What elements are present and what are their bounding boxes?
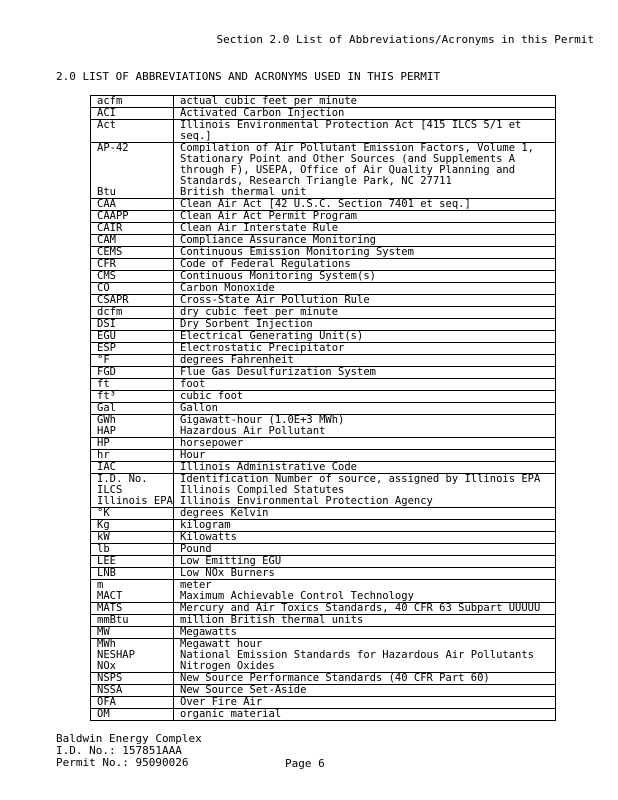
abbreviation-cell: MWh bbox=[90, 639, 174, 650]
abbreviation-cell: IAC bbox=[90, 462, 174, 473]
description-cell: Megawatts bbox=[180, 627, 237, 638]
table-row bbox=[90, 544, 555, 556]
abbreviation-cell: °K bbox=[90, 508, 174, 519]
table-row bbox=[90, 355, 555, 367]
abbreviation-cell: HP bbox=[90, 438, 174, 449]
description-cell: Electrostatic Precipitator bbox=[180, 343, 345, 354]
table-row bbox=[90, 556, 555, 568]
abbreviation-cell: NSSA bbox=[90, 685, 174, 696]
description-cell: British thermal unit bbox=[180, 187, 307, 198]
description-cell: Clean Air Act Permit Program bbox=[180, 211, 358, 222]
abbreviation-cell: ILCS bbox=[90, 485, 174, 496]
abbreviation-cell: I.D. No. bbox=[90, 474, 174, 485]
abbreviation-cell: MATS bbox=[90, 603, 174, 614]
description-cell: New Source Set-Aside bbox=[180, 685, 307, 696]
description-cell: Cross-State Air Pollution Rule bbox=[180, 295, 370, 306]
description-cell: Low Emitting EGU bbox=[180, 556, 282, 567]
abbreviation-cell: lb bbox=[90, 544, 174, 555]
abbreviations-table bbox=[90, 95, 556, 721]
abbreviation-cell: LEE bbox=[90, 556, 174, 567]
table-row bbox=[90, 343, 555, 355]
section-title: 2.0 LIST OF ABBREVIATIONS AND ACRONYMS USED IN THIS PERMIT bbox=[56, 70, 441, 83]
abbreviation-cell: CMS bbox=[90, 271, 174, 282]
abbreviation-cell: FGD bbox=[90, 367, 174, 378]
description-cell: Low NOx Burners bbox=[180, 568, 275, 579]
description-cell: kilogram bbox=[180, 520, 231, 531]
abbreviation-cell: CAM bbox=[90, 235, 174, 246]
description-cell: horsepower bbox=[180, 438, 244, 449]
table-row bbox=[90, 474, 555, 485]
description-cell: Megawatt hour bbox=[180, 639, 263, 650]
table-row bbox=[90, 187, 555, 199]
description-cell: Continuous Monitoring System(s) bbox=[180, 271, 376, 282]
abbreviation-cell: LNB bbox=[90, 568, 174, 579]
description-cell: Activated Carbon Injection bbox=[180, 108, 345, 119]
abbreviation-cell: m bbox=[90, 580, 174, 591]
table-row bbox=[90, 403, 555, 415]
description-cell: actual cubic feet per minute bbox=[180, 96, 358, 107]
abbreviation-cell: DSI bbox=[90, 319, 174, 330]
table-row bbox=[90, 673, 555, 685]
abbreviation-cell: CAAPP bbox=[90, 211, 174, 222]
description-cell: Hazardous Air Pollutant bbox=[180, 426, 326, 437]
description-cell: Identification Number of source, assigned by Illinois EPA bbox=[180, 474, 541, 485]
table-row bbox=[90, 615, 555, 627]
description-cell: Dry Sorbent Injection bbox=[180, 319, 313, 330]
table-row bbox=[90, 295, 555, 307]
abbreviation-cell: CSAPR bbox=[90, 295, 174, 306]
abbreviation-cell: acfm bbox=[90, 96, 174, 107]
description-cell: Pound bbox=[180, 544, 212, 555]
page-number: Page 6 bbox=[285, 757, 325, 770]
table-row bbox=[90, 367, 555, 379]
description-cell: Clean Air Act [42 U.S.C. Section 7401 et seq.] bbox=[180, 199, 471, 210]
abbreviation-cell: CO bbox=[90, 283, 174, 294]
table-row bbox=[90, 415, 555, 426]
table-row bbox=[90, 199, 555, 211]
abbreviation-cell: ft bbox=[90, 379, 174, 390]
abbreviation-cell: OFA bbox=[90, 697, 174, 708]
description-cell: Illinois Administrative Code bbox=[180, 462, 358, 473]
table-row bbox=[90, 259, 555, 271]
table-row bbox=[90, 271, 555, 283]
abbreviation-cell: Btu bbox=[90, 187, 174, 198]
abbreviation-cell: NOx bbox=[90, 661, 174, 672]
table-row bbox=[90, 568, 555, 580]
page-header: Section 2.0 List of Abbreviations/Acronyms in this Permit bbox=[216, 33, 594, 46]
abbreviation-cell: NESHAP bbox=[90, 650, 174, 661]
table-row bbox=[90, 709, 555, 721]
abbreviation-cell: GWh bbox=[90, 415, 174, 426]
footer-info bbox=[56, 733, 202, 769]
abbreviation-cell: CEMS bbox=[90, 247, 174, 258]
table-row bbox=[90, 108, 555, 120]
footer-permit-number: Permit No.: 95090026 bbox=[56, 756, 189, 769]
description-cell: Electrical Generating Unit(s) bbox=[180, 331, 364, 342]
table-row bbox=[90, 661, 555, 673]
description-cell: organic material bbox=[180, 709, 282, 720]
abbreviation-cell: kW bbox=[90, 532, 174, 543]
description-cell: Gigawatt-hour (1.0E+3 MWh) bbox=[180, 415, 345, 426]
table-row bbox=[90, 639, 555, 650]
abbreviation-cell: NSPS bbox=[90, 673, 174, 684]
table-row bbox=[90, 496, 555, 508]
table-row bbox=[90, 247, 555, 259]
table-row bbox=[90, 508, 555, 520]
description-cell: dry cubic feet per minute bbox=[180, 307, 339, 318]
description-cell: Compilation of Air Pollutant Emission Factors, Volume 1, Stationary Point and Other Sources (and Supplements A through F), USEPA, Office of Air Quality Planning and Standards, Research Triangle Park, NC 27711 bbox=[180, 143, 541, 187]
abbreviation-cell: AP-42 bbox=[90, 143, 174, 187]
table-row bbox=[90, 223, 555, 235]
abbreviation-cell: CAIR bbox=[90, 223, 174, 234]
table-row bbox=[90, 697, 555, 709]
table-row bbox=[90, 379, 555, 391]
description-cell: Illinois Compiled Statutes bbox=[180, 485, 345, 496]
description-cell: Clean Air Interstate Rule bbox=[180, 223, 339, 234]
abbreviation-cell: hr bbox=[90, 450, 174, 461]
table-row bbox=[90, 426, 555, 438]
description-cell: million British thermal units bbox=[180, 615, 364, 626]
table-row bbox=[90, 603, 555, 615]
description-cell: cubic foot bbox=[180, 391, 244, 402]
table-row bbox=[90, 235, 555, 247]
description-cell: Maximum Achievable Control Technology bbox=[180, 591, 414, 602]
table-row bbox=[90, 532, 555, 544]
abbreviation-cell: HAP bbox=[90, 426, 174, 437]
description-cell: Flue Gas Desulfurization System bbox=[180, 367, 376, 378]
description-cell: Carbon Monoxide bbox=[180, 283, 275, 294]
abbreviation-cell: Gal bbox=[90, 403, 174, 414]
abbreviation-cell: ACI bbox=[90, 108, 174, 119]
table-row bbox=[90, 307, 555, 319]
table-row bbox=[90, 450, 555, 462]
description-cell: Mercury and Air Toxics Standards, 40 CFR 63 Subpart UUUUU bbox=[180, 603, 541, 614]
table-row bbox=[90, 438, 555, 450]
description-cell: degrees Kelvin bbox=[180, 508, 269, 519]
footer-id-number: I.D. No.: 157851AAA bbox=[56, 744, 182, 757]
table-row bbox=[90, 211, 555, 223]
description-cell: Illinois Environmental Protection Agency bbox=[180, 496, 433, 507]
table-row bbox=[90, 331, 555, 343]
description-cell: National Emission Standards for Hazardous Air Pollutants bbox=[180, 650, 535, 661]
table-row bbox=[90, 685, 555, 697]
abbreviation-cell: ESP bbox=[90, 343, 174, 354]
description-cell: foot bbox=[180, 379, 206, 390]
table-row bbox=[90, 120, 555, 143]
description-cell: degrees Fahrenheit bbox=[180, 355, 294, 366]
footer-facility-name: Baldwin Energy Complex bbox=[56, 732, 202, 745]
description-cell: Code of Federal Regulations bbox=[180, 259, 351, 270]
abbreviation-cell: CAA bbox=[90, 199, 174, 210]
table-row bbox=[90, 520, 555, 532]
description-cell: meter bbox=[180, 580, 212, 591]
description-cell: Illinois Environmental Protection Act [415 ILCS 5/1 et seq.] bbox=[180, 120, 528, 142]
description-cell: Gallon bbox=[180, 403, 218, 414]
table-row bbox=[90, 580, 555, 591]
description-cell: Hour bbox=[180, 450, 206, 461]
abbreviation-cell: dcfm bbox=[90, 307, 174, 318]
abbreviation-cell: Kg bbox=[90, 520, 174, 531]
abbreviation-cell: Illinois EPA bbox=[90, 496, 174, 507]
table-row bbox=[90, 627, 555, 639]
description-cell: Compliance Assurance Monitoring bbox=[180, 235, 376, 246]
abbreviation-cell: mmBtu bbox=[90, 615, 174, 626]
table-row bbox=[90, 283, 555, 295]
abbreviation-cell: EGU bbox=[90, 331, 174, 342]
abbreviation-cell: CFR bbox=[90, 259, 174, 270]
abbreviation-cell: ft³ bbox=[90, 391, 174, 402]
abbreviation-cell: OM bbox=[90, 709, 174, 720]
description-cell: Over Fire Air bbox=[180, 697, 263, 708]
abbreviation-cell: °F bbox=[90, 355, 174, 366]
abbreviation-cell: Act bbox=[90, 120, 174, 142]
abbreviation-cell: MW bbox=[90, 627, 174, 638]
table-row bbox=[90, 650, 555, 661]
table-row bbox=[90, 462, 555, 474]
description-cell: Kilowatts bbox=[180, 532, 237, 543]
table-row bbox=[90, 591, 555, 603]
table-row bbox=[90, 391, 555, 403]
table-row bbox=[90, 143, 555, 187]
table-row bbox=[90, 96, 555, 108]
table-row bbox=[90, 485, 555, 496]
table-row bbox=[90, 319, 555, 331]
description-cell: New Source Performance Standards (40 CFR Part 60) bbox=[180, 673, 490, 684]
description-cell: Continuous Emission Monitoring System bbox=[180, 247, 414, 258]
abbreviation-cell: MACT bbox=[90, 591, 174, 602]
description-cell: Nitrogen Oxides bbox=[180, 661, 275, 672]
